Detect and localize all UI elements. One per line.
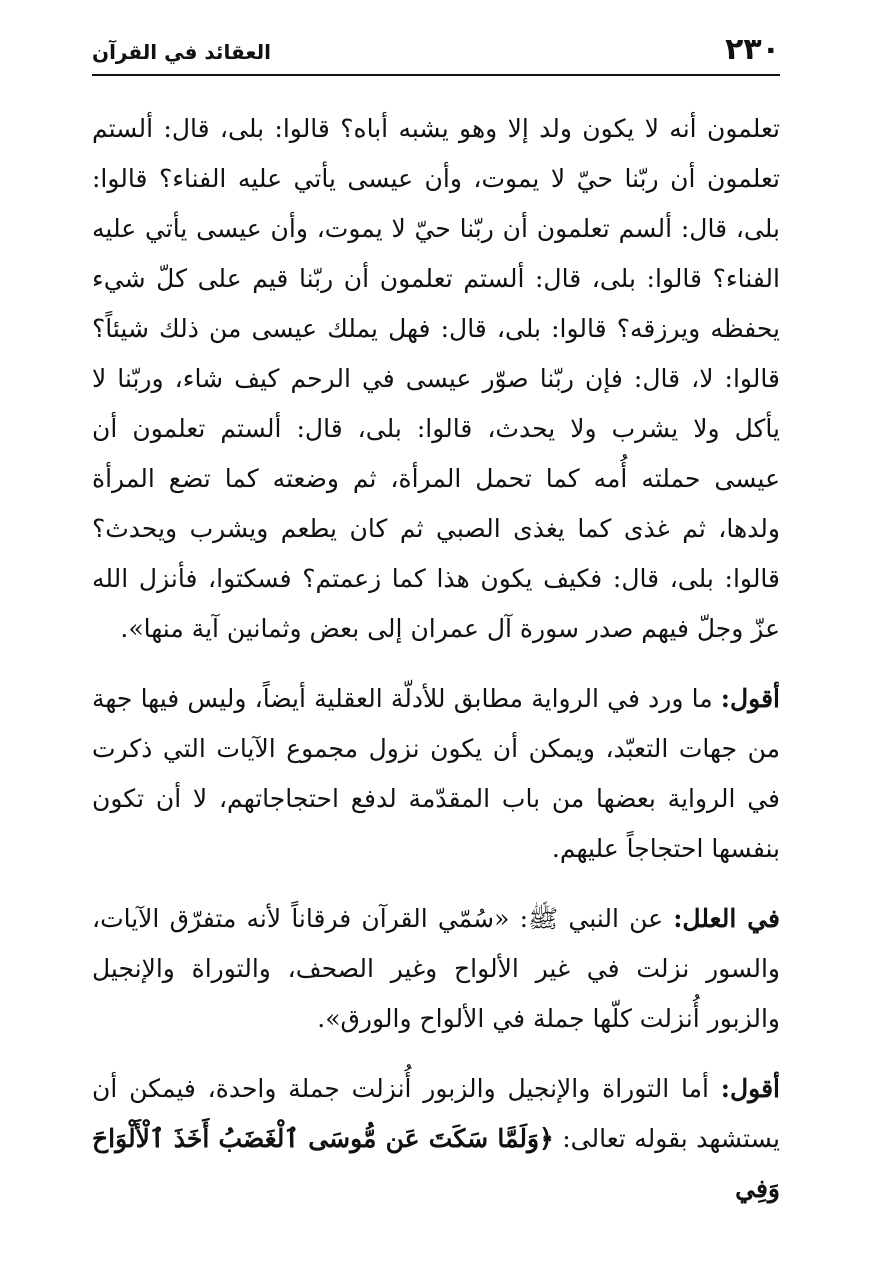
paragraph-text: ما ورد في الرواية مطابق للأدلّة العقلية أيضاً، وليس فيها جهة من جهات التعبّد، ويمكن أن يكون نزول مجموع الآيات التي ذكرت في الرواية بعضها من باب المقدّمة لدفع احتجاجاتهم، لا أن تكون بنفسها احتجاجاً عليهم. [92,684,780,863]
paragraph-lead: في العلل: [673,904,780,933]
main-text [92,104,780,1214]
paragraph-text: أما التوراة والإنجيل والزبور أُنزلت جملة واحدة، فيمكن أن يستشهد بقوله تعالى: [92,1074,780,1153]
quran-verse: ﴿وَلَمَّا سَكَتَ عَن مُّوسَى ٱلْغَضَبُ أَخَذَ ٱلْأَلْوَاحَ وَفِي [92,1124,780,1203]
paragraph-commentary [92,674,780,874]
paragraph-lead: أقول: [720,1074,780,1103]
page-number: ٢٣٠ [725,32,780,67]
paragraph-quran-citation [92,1064,780,1214]
running-title: العقائد في القرآن [92,40,272,64]
paragraph-text: تعلمون أنه لا يكون ولد إلا وهو يشبه أباه؟ قالوا: بلى، قال: ألستم تعلمون أن ربّنا حيّ لا يموت، وأن عيسى يأتي عليه الفناء؟ قالوا: بلى، قال: ألسم تعلمون أن ربّنا حيّ لا يموت، وأن عيسى يأتي عليه الفناء؟ قالوا: بلى، قال: ألستم تعلمون أن ربّنا قيم على كلّ شيء يحفظه ويرزقه؟ قالوا: بلى، قال: فهل يملك عيسى من ذلك شيئاً؟ قالوا: لا، قال: فإن ربّنا صوّر عيسى في الرحم كيف شاء، وربّنا لا يأكل ولا يشرب ولا يحدث، قالوا: بلى، قال: ألستم تعلمون أن عيسى حملته أُمه كما تحمل المرأة، ثم وضعته كما تضع المرأة ولدها، ثم غذى كما يغذى الصبي ثم كان يطعم ويشرب ويحدث؟ قالوا: بلى، قال: فكيف يكون هذا كما زعمتم؟ فسكتوا، فأنزل الله عزّ وجلّ فيهم صدر سورة آل عمران إلى بعض وثمانين آية منها». [92,114,780,643]
paragraph-lead: أقول: [720,684,780,713]
paragraph-ilal-quote [92,894,780,1044]
paragraph-text: عن النبي ﷺ: «سُمّي القرآن فرقاناً لأنه متفرّق الآيات، والسور نزلت في غير الألواح وغير الصحف، والتوراة والإنجيل والزبور أُنزلت كلّها جملة في الألواح والورق». [92,904,780,1033]
paragraph-narration [92,104,780,654]
page-header [92,30,780,76]
